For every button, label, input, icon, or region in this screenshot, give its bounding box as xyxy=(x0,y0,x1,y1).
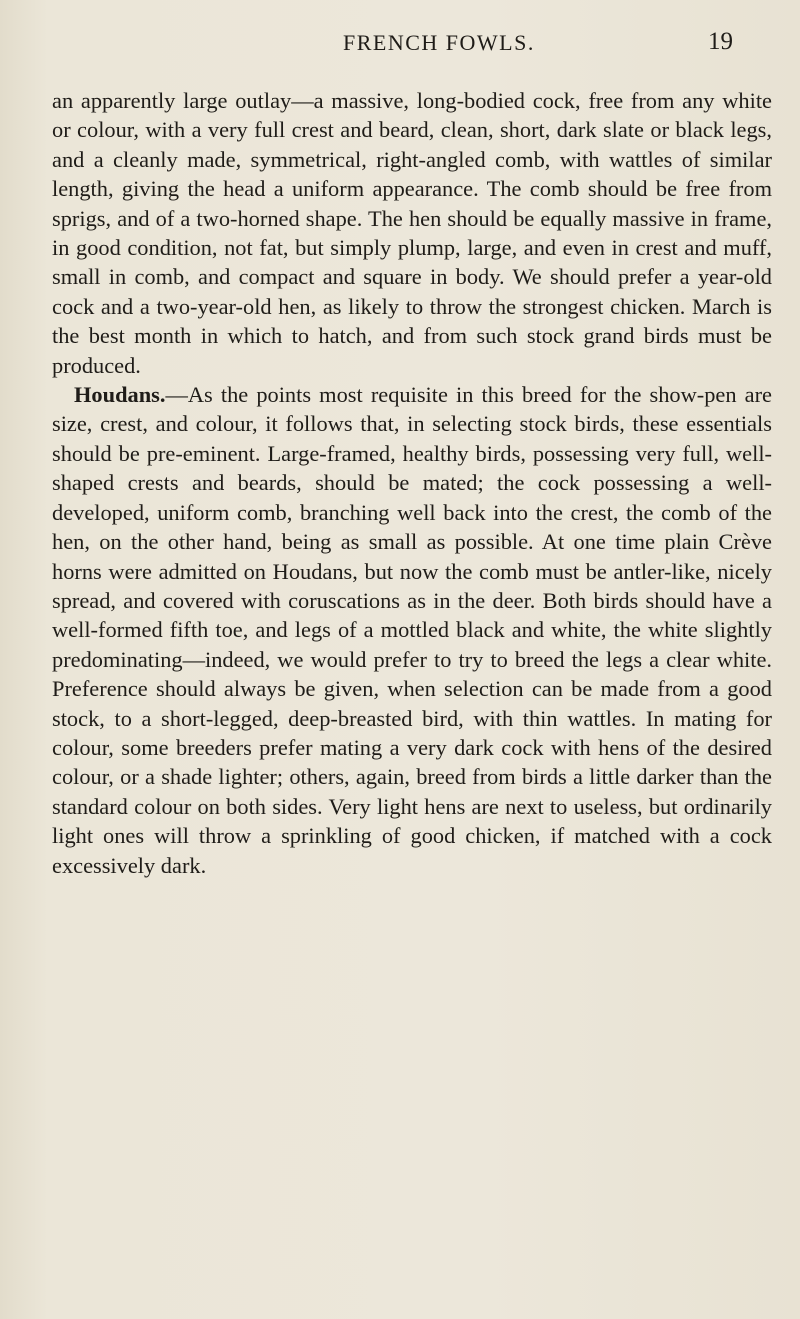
houdans-heading: Houdans. xyxy=(74,382,166,408)
running-title: FRENCH FOWLS. xyxy=(343,30,535,55)
body-text xyxy=(52,86,772,880)
page-number: 19 xyxy=(708,28,733,55)
running-head xyxy=(0,26,800,62)
paragraph-french-fowl-stock: an apparently large outlay—a massive, long-bodied cock, free from any white or colour, with a very full crest and beard, clean, short, dark slate or black legs, and a cleanly made, symmetrical, right-angled comb, with wattles of similar length, giving the head a uniform appearance. The comb should be free from sprigs, and of a two-horned shape. The hen should be equally massive in frame, in good condition, not fat, but simply plump, large, and even in crest and muff, small in comb, and compact and square in body. We should prefer a year-old cock and a two-year-old hen, as likely to throw the strongest chicken. March is the best month in which to hatch, and from such stock grand birds must be produced. xyxy=(52,88,772,378)
paragraph-houdans xyxy=(52,380,772,880)
houdans-text: —As the points most requisite in this breed for the show-pen are size, crest, and colour, it follows that, in selecting stock birds, these essentials should be pre-eminent. Large-framed, healthy birds, possessing very full, well-shaped crests and beards, should be mated; the cock possessing a well-developed, uniform comb, branching well back into the crest, the comb of the hen, on the other hand, being as small as possible. At one time plain Crève horns were admitted on Houdans, but now the comb must be antler-like, nicely spread, and covered with coruscations as in the deer. Both birds should have a well-formed fifth toe, and legs of a mottled black and white, the white slightly predominating—indeed, we would prefer to try to breed the legs a clear white. Preference should always be given, when selection can be made from a good stock, to a short-legged, deep-breasted bird, with thin wattles. In mating for colour, some breeders prefer mating a very dark cock with hens of the desired colour, or a shade lighter; others, again, breed from birds a little darker than the standard colour on both sides. Very light hens are next to useless, but ordinarily light ones will throw a sprinkling of good chicken, if matched with a cock excessively dark. xyxy=(52,382,772,878)
